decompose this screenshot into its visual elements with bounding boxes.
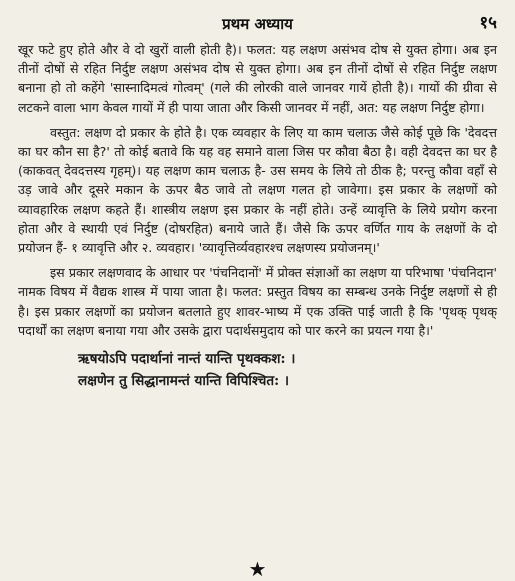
verse-line-2: लक्षणेन तु सिद्धानामन्तं यान्ति विपिश्चित: ।: [78, 373, 289, 390]
page-header: [18, 0, 497, 40]
sanskrit-verse: [78, 348, 497, 392]
paragraph-1: खूर फटे हुए होते और वे दो खुरों वाली होती है)। फलत: यह लक्षण असंभव दोष से युक्त होगा। अब इन तीनों दोषों से रहित निर्दुष्ट लक्षण असंभव दोष से युक्त होगा। अब इन तीनों दोषों से रहित निर्दुष्ट लक्षण बनाना हो तो कहेंगे 'सास्नादिमत्वं गोत्वम्' (गले की लोरकी वाले जानवर गायें होती है)। गायों की ग्रीवा से लटकने वाला भाग केवल गायों में ही पाया जाता और किसी जानवर में नहीं, अत: यह लक्षण निर्दुष्ट होगा।: [18, 42, 497, 115]
verse-line-1: ऋषयोऽपि पदार्थानां नान्तं यान्ति पृथक्कश: ।: [78, 351, 296, 368]
chapter-title: प्रथम अध्याय: [222, 15, 293, 33]
paragraph-3: इस प्रकार लक्षणवाद के आधार पर 'पंचनिदानों' में प्रोक्त संज्ञाओं का लक्षण या परिभाषा 'पंचनिदान' नामक विषय में वैद्यक शास्त्र में पाया जाता है। फलत: प्रस्तुत विषय का सम्बन्ध उनके निर्दुष्ट लक्षणों से ही है। इस प्रकार लक्षणों का प्रयोजन बतलाते हुए शावर-भाष्य में एक उक्ति पाई जाती है कि 'पृथक् पृथक् पदार्थों का लक्षण बनाया गया और उसके द्वारा पदार्थसमुदाय को पार करने का प्रयत्न गया है।': [18, 265, 497, 338]
page-content: [18, 40, 497, 392]
star-ornament-icon: ★: [248, 557, 267, 581]
paragraph-2: वस्तुत: लक्षण दो प्रकार के होते है। एक व्यवहार के लिए या काम चलाऊ जैसे कोई पूछे कि 'देवदत्त का घर कौन सा है?' तो कोई बतावे कि यह वह समाने वाला जिस पर कौवा बैठा है। वही देवदत्त का घर है (काकवत् देवदत्तस्य गृहम्)। यह लक्षण काम चलाऊ है- उस समय के लिये तो ठीक है; परन्तु कौवा वहाँ से उड़ जावे और दूसरे मकान के ऊपर बैठ जावे तो लक्षण गलत हो जावेगा। इस प्रकार के लक्षणों को व्यावहारिक लक्षण कहते हैं। शास्त्रीय लक्षण इस प्रकार के नहीं होते। उन्हें व्यावृत्ति के लिये प्रयोग करना होता और वे स्थायी एवं निर्दुष्ट (दोषरहित) बनाये जाते हैं। जैसे कि ऊपर वर्णित गाय के लक्षणों के दो प्रयोजन हैं- १ व्यावृत्ति और २. व्यवहार। 'व्यावृत्तिर्व्यवहारश्च लक्षणस्य प्रयोजनम्।': [18, 124, 497, 256]
page-number: १५: [479, 13, 497, 33]
